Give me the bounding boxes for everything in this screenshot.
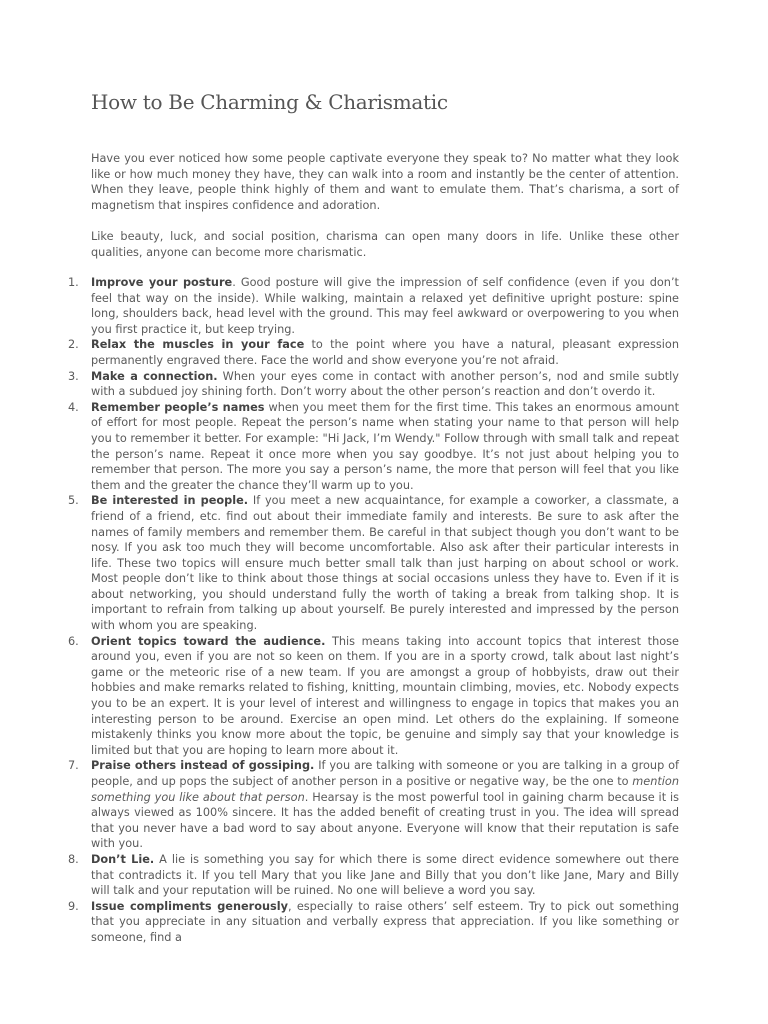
tip-number: 6.: [68, 634, 79, 648]
tip-number: 9.: [68, 899, 79, 913]
tip-heading: Make a connection.: [91, 369, 218, 383]
tip-body: When your eyes come in contact with another person’s, nod and smile subtly with a subdued joy shining forth. Don’t worry about the other person’s reaction and don’t overdo it.: [91, 369, 679, 399]
intro-paragraph-1: Have you ever noticed how some people captivate everyone they speak to? No matter what they look like or how much money they have, they can walk into a room and instantly be the center of attention. When they leave, people think highly of them and want to emulate them. That’s charisma, a sort of magnetism that inspires confidence and adoration.: [91, 152, 679, 212]
tip-heading: Don’t Lie.: [91, 852, 155, 866]
tip-text: [91, 493, 679, 633]
tip-heading: Praise others instead of gossiping.: [91, 759, 315, 773]
tip-body: If you are talking with someone or you are talking in a group of people, and up pops the subject of another person in a positive or negative way, be the one to: [91, 759, 679, 788]
tip-body: A lie is something you say for which there is some direct evidence somewhere out there that contradicts it. If you tell Mary that you like Jane and Billy that you don’t like Jane, Mary and Billy will talk and your reputation will be ruined. No one will believe a word you say.: [91, 852, 679, 898]
tip-text: [91, 852, 679, 899]
tip-item: [68, 275, 679, 337]
tip-body: , especially to raise others’ self esteem. Try to pick out something that you appreciate in any situation and verbally express that appreciation. If you like something or someone, find a: [91, 899, 679, 944]
article-title: How to Be Charming & Charismatic: [91, 90, 448, 114]
tip-heading: Relax the muscles in your face: [91, 338, 305, 352]
tip-number: 3.: [68, 369, 79, 383]
tip-text: [91, 899, 679, 946]
tip-item: [68, 634, 679, 759]
tip-emphasis: mention something you like about that person: [91, 775, 679, 804]
tip-text: [91, 634, 679, 759]
tip-item: [68, 899, 679, 946]
tip-heading: Improve your posture: [91, 276, 233, 289]
tip-item: [68, 852, 679, 899]
tip-text: [91, 275, 679, 337]
tip-item: [68, 758, 679, 852]
tip-number: 1.: [68, 276, 79, 289]
tip-number: 5.: [68, 494, 79, 508]
tip-number: 8.: [68, 852, 79, 866]
tip-number: 7.: [68, 759, 79, 773]
tip-text: [91, 400, 679, 494]
tip-text: [91, 337, 679, 368]
tips-list: [68, 275, 680, 946]
tip-item: [68, 493, 679, 633]
tip-body: when you meet them for the first time. This takes an enormous amount of effort for most people. Repeat the person’s name when stating your name to that person will help you to remember it better. For example: "Hi Jack, I’m Wendy." Follow through with small talk and repeat the person’s name. Repeat it once more when you say goodbye. It’s not just about helping you to remember that person. The more you say a person’s name, the more that person will feel that you like them and the greater the chance they’ll warm up to you.: [91, 400, 680, 492]
tip-heading: Orient topics toward the audience.: [91, 634, 326, 648]
tip-number: 4.: [68, 400, 79, 414]
intro-paragraph-2: Like beauty, luck, and social position, charisma can open many doors in life. Unlike these other qualities, anyone can become more charismatic.: [91, 230, 679, 259]
tip-text: [91, 758, 679, 852]
tip-heading: Remember people’s names: [91, 400, 265, 414]
tip-item: [68, 369, 679, 400]
tip-heading: Be interested in people.: [91, 494, 249, 508]
tip-item: [68, 400, 680, 494]
tip-number: 2.: [68, 338, 79, 352]
tip-body: If you meet a new acquaintance, for example a coworker, a classmate, a friend of a friend, etc. find out about their immediate family and interests. Be sure to ask after the names of family members and remember them. Be careful in that subject though you don’t want to be nosy. If you ask too much they will become uncomfortable. Also ask after their particular interests in life. These two topics will ensure much better small talk than just harping on about school or work. Most people don’t like to think about those things at social occasions unless they have to. Even if it is about networking, you should understand fully the worth of taking a break from talking shop. It is important to refrain from talking up about yourself. Be purely interested and impressed by the person with whom you are speaking.: [91, 494, 679, 633]
tip-text: [91, 369, 679, 400]
tip-body: . Good posture will give the impression of self confidence (even if you don’t feel that way on the inside). While walking, maintain a relaxed yet definitive upright posture: spine long, shoulders back, head level with the ground. This may feel awkward or overpowering to you when you first practice it, but keep trying.: [91, 276, 679, 336]
tip-body: to the point where you have a natural, pleasant expression permanently engraved there. Face the world and show everyone you’re not afraid.: [91, 338, 679, 367]
tip-item: [68, 337, 679, 368]
tip-body: This means taking into account topics that interest those around you, even if you are not so keen on them. If you are in a sporty crowd, talk about last night’s game or the meteoric rise of a new team. If you are amongst a group of hobbyists, draw out their hobbies and make remarks related to fishing, knitting, mountain climbing, movies, etc. Nobody expects you to be an expert. It is your level of interest and willingness to engage in topics that makes you an interesting person to be around. Exercise an open mind. Let others do the explaining. If someone mistakenly thinks you know more about the topic, be genuine and simply say that your knowledge is limited but that you are hoping to learn more about it.: [91, 634, 679, 757]
tip-body-continued: . Hearsay is the most powerful tool in gaining charm because it is always viewed as 100% sincere. It has the added benefit of creating trust in you. The idea will spread that you never have a bad word to say about anyone. Everyone will know that their reputation is safe with you.: [91, 790, 679, 851]
tip-heading: Issue compliments generously: [91, 899, 288, 913]
